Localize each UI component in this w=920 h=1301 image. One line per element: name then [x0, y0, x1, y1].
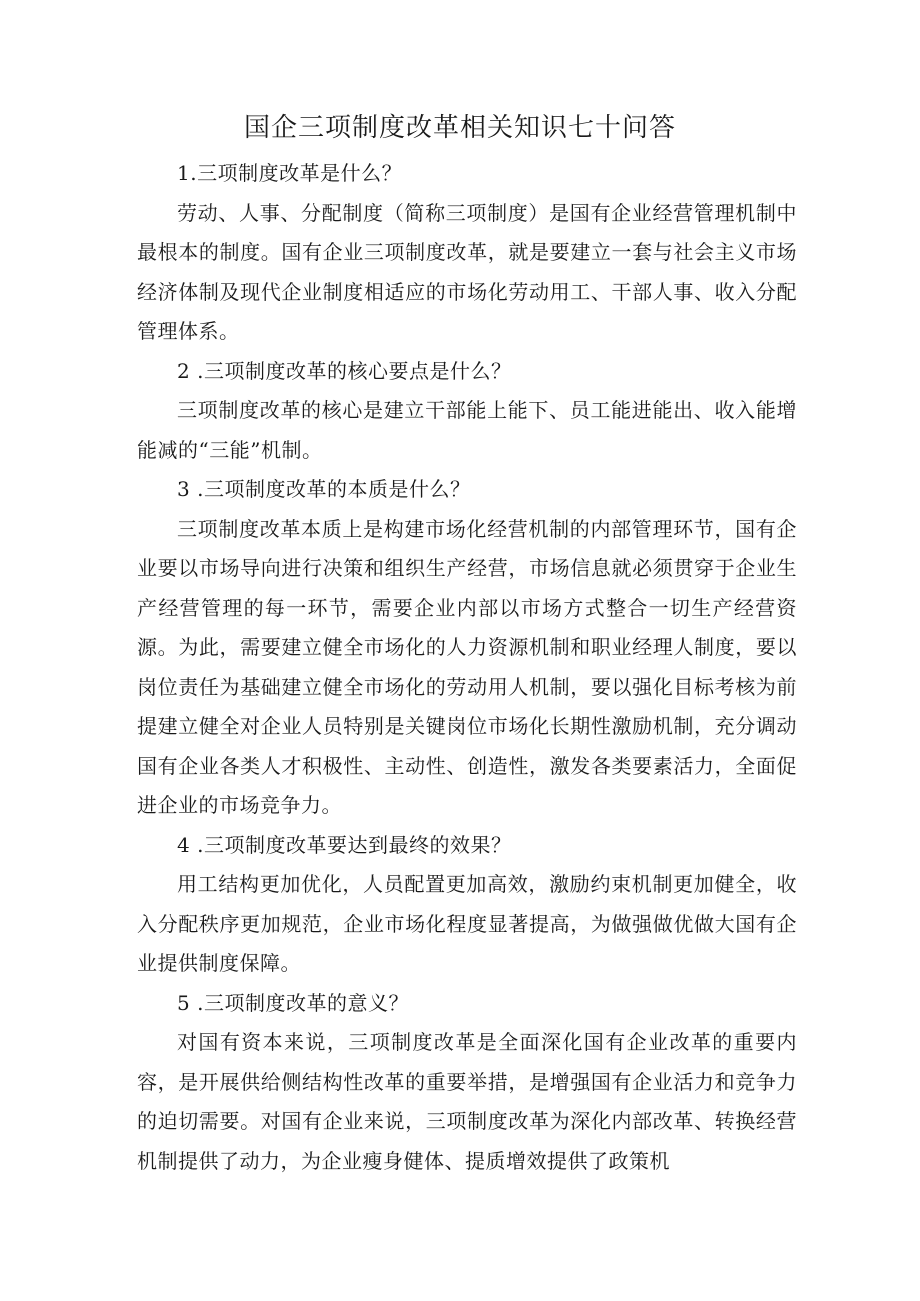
answer-4: 用工结构更加优化，人员配置更加高效，激励约束机制更加健全，收入分配秩序更加规范，企业市场化程度显著提高，为做强做优做大国有企业提供制度保障。	[137, 872, 797, 975]
question-4: 4 .三项制度改革要达到最终的效果？	[177, 832, 512, 857]
document-title: 国企三项制度改革相关知识七十问答	[243, 113, 676, 143]
question-1: 1.三项制度改革是什么？	[177, 161, 403, 185]
answer-3: 三项制度改革本质上是构建市场化经营机制的内部管理环节，国有企业要以市场导向进行决策和组织生产经营，市场信息就必须贯穿于企业生产经营管理的每一环节，需要企业内部以市场方式整合一切生产经营资源。为此，需要建立健全市场化的人力资源机制和职业经理人制度，要以岗位责任为基础建立健全市场化的劳动用人机制，要以强化目标考核为前提建立健全对企业人员特别是关键岗位市场化长期性激励机制，充分调动国有企业各类人才积极性、主动性、创造性，激发各类要素活力，全面促进企业的市场竞争力。	[137, 516, 797, 817]
answer-5: 对国有资本来说，三项制度改革是全面深化国有企业改革的重要内容，是开展供给侧结构性改革的重要举措，是增强国有企业活力和竞争力的迫切需要。对国有企业来说，三项制度改革为深化内部改革、转换经营机制提供了动力，为企业瘦身健体、提质增效提供了政策机	[137, 1030, 797, 1173]
document-body	[137, 154, 797, 1181]
answer-1: 劳动、人事、分配制度（简称三项制度）是国有企业经营管理机制中最根本的制度。国有企业三项制度改革，就是要建立一套与社会主义市场经济体制及现代企业制度相适应的市场化劳动用工、干部人事、收入分配管理体系。	[137, 200, 797, 343]
question-5: 5 .三项制度改革的意义？	[177, 990, 409, 1015]
question-2: 2 .三项制度改革的核心要点是什么？	[177, 358, 512, 383]
question-3: 3 .三项制度改革的本质是什么？	[177, 477, 471, 501]
answer-2: 三项制度改革的核心是建立干部能上能下、员工能进能出、收入能增能减的“三能”机制。	[137, 398, 797, 462]
